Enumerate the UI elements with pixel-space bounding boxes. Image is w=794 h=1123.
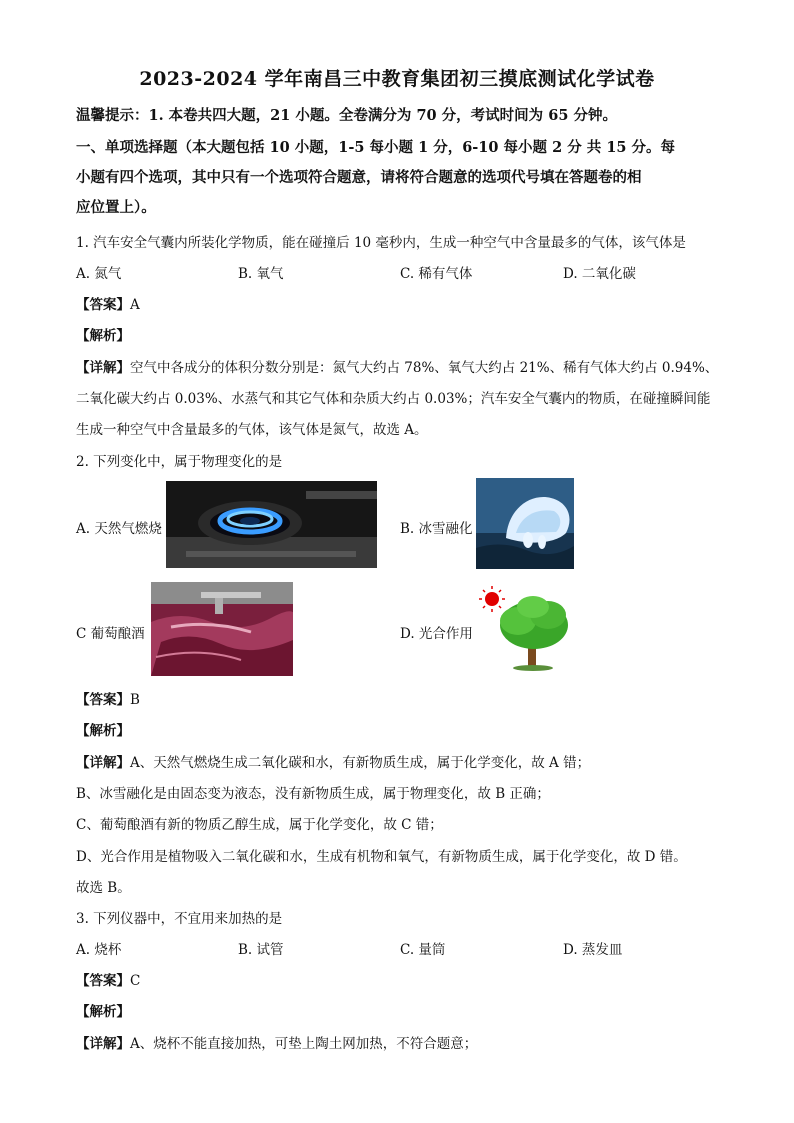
- detail-text: 空气中各成分的体积分数分别是：氮气大约占 78%、氧气大约占 21%、稀有气体大约占 0.94%、: [130, 360, 719, 376]
- q3-option-a: A. 烧杯: [76, 942, 122, 958]
- q1-stem: 1. 汽车安全气囊内所装化学物质，能在碰撞后 10 毫秒内，生成一种空气中含量最多的气体，该气体是: [76, 235, 686, 251]
- detail-tag: 【详解】: [76, 1036, 130, 1052]
- q2-detail-4: D、光合作用是植物吸入二氧化碳和水，生成有机物和氧气，有新物质生成，属于化学变化，故 D 错。: [76, 849, 687, 865]
- q2-option-b: B. 冰雪融化: [400, 521, 473, 537]
- q1-analysis-tag: 【解析】: [76, 328, 130, 344]
- q2-answer: [76, 688, 140, 708]
- q1-option-b: B. 氧气: [238, 266, 284, 282]
- answer-tag: 【答案】: [76, 692, 130, 708]
- q3-option-b: B. 试管: [238, 942, 284, 958]
- section-heading-line1: 一、单项选择题（本大题包括 10 小题，1-5 每小题 1 分，6-10 每小题 2 分 共 15 分。每: [76, 139, 676, 156]
- q2-option-c: C 葡萄酿酒: [76, 626, 145, 642]
- wine-making-image: [151, 582, 293, 676]
- notice: 温馨提示：1. 本卷共四大题，21 小题。全卷满分为 70 分，考试时间为 65 分钟。: [76, 107, 617, 124]
- q2-detail-1: [76, 751, 590, 771]
- tree-and-sun-image: [478, 585, 574, 671]
- q2-option-d: D. 光合作用: [400, 626, 473, 642]
- detail-text: A、天然气燃烧生成二氧化碳和水，有新物质生成，属于化学变化，故 A 错；: [130, 755, 591, 771]
- q1-detail-1: [76, 356, 718, 376]
- q2-detail-5: 故选 B。: [76, 880, 131, 896]
- detail-tag: 【详解】: [76, 755, 130, 771]
- q3-detail-1: [76, 1032, 477, 1052]
- answer-value: B: [130, 692, 140, 708]
- section-heading-line2: 小题有四个选项，其中只有一个选项符合题意，请将符合题意的选项代号填在答题卷的相: [76, 169, 642, 186]
- page-title: 2023-2024 学年南昌三中教育集团初三摸底测试化学试卷: [139, 68, 655, 90]
- q3-answer: [76, 969, 140, 989]
- q2-option-a: A. 天然气燃烧: [76, 521, 162, 537]
- q3-stem: 3. 下列仪器中，不宜用来加热的是: [76, 911, 283, 927]
- q2-analysis-tag: 【解析】: [76, 723, 130, 739]
- q1-answer: [76, 293, 140, 313]
- q2-stem: 2. 下列变化中，属于物理变化的是: [76, 454, 283, 470]
- q1-option-a: A. 氮气: [76, 266, 122, 282]
- detail-tag: 【详解】: [76, 360, 130, 376]
- answer-tag: 【答案】: [76, 297, 130, 313]
- q3-analysis-tag: 【解析】: [76, 1004, 130, 1020]
- detail-text: A、烧杯不能直接加热，可垫上陶土网加热，不符合题意；: [130, 1036, 478, 1052]
- q2-detail-2: B、冰雪融化是由固态变为液态，没有新物质生成，属于物理变化，故 B 正确；: [76, 786, 550, 802]
- gas-stove-flame-image: [166, 481, 377, 568]
- q2-detail-3: C、葡萄酿酒有新的物质乙醇生成，属于化学变化，故 C 错；: [76, 817, 443, 833]
- q3-option-d: D. 蒸发皿: [563, 942, 623, 958]
- melting-ice-image: [476, 478, 574, 569]
- q1-option-d: D. 二氧化碳: [563, 266, 636, 282]
- q1-option-c: C. 稀有气体: [400, 266, 473, 282]
- answer-tag: 【答案】: [76, 973, 130, 989]
- answer-value: A: [130, 297, 140, 313]
- q1-detail-2: 二氧化碳大约占 0.03%、水蒸气和其它气体和杂质大约占 0.03%；汽车安全气囊内的物质，在碰撞瞬间能: [76, 391, 711, 407]
- q1-detail-3: 生成一种空气中含量最多的气体，该气体是氮气，故选 A。: [76, 422, 428, 438]
- section-heading-line3: 应位置上）。: [76, 199, 156, 216]
- answer-value: C: [130, 973, 141, 989]
- q3-option-c: C. 量筒: [400, 942, 446, 958]
